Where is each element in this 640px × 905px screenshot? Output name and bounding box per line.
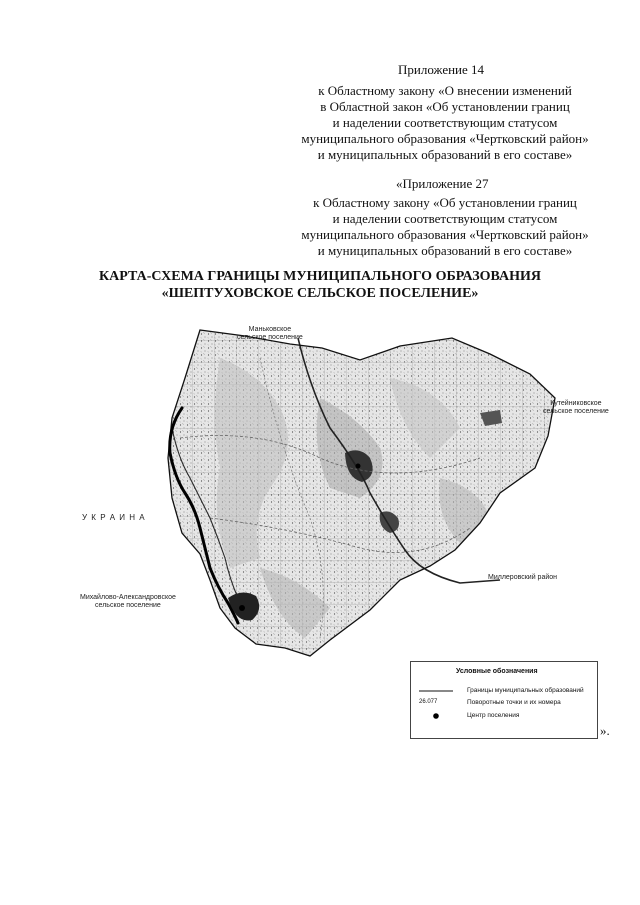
annex14-line: в Областной закон «Об установлении границ: [320, 99, 570, 114]
label-mikhaylovo: [80, 594, 176, 610]
annex14-title: Приложение 14: [398, 62, 485, 77]
map-legend: [410, 661, 598, 739]
label-kuteynikovskoe: [543, 400, 609, 416]
legend-text: Поворотные точки и их номера: [467, 699, 561, 706]
settlement-dot-icon: [417, 711, 455, 721]
legend-text: Границы муниципальных образований: [467, 687, 584, 694]
label-line: сельское поселение: [95, 602, 161, 609]
annex14-line: и наделении соответствующим статусом: [332, 115, 558, 130]
boundary-line-icon: [417, 686, 455, 696]
label-manykovskoe: [237, 326, 303, 342]
annex14-line: и муниципальных образований в его составе»: [317, 147, 573, 162]
label-line: Кутейниковское: [550, 400, 602, 407]
legend-item-boundary: [417, 686, 593, 696]
annex14-line: к Областному закону «О внесении изменений: [318, 83, 572, 98]
map-title-line2: «ШЕПТУХОВСКОЕ СЕЛЬСКОЕ ПОСЕЛЕНИЕ»: [161, 286, 479, 301]
annex27-line: и наделении соответствующим статусом: [332, 211, 558, 226]
annex27-line: к Областному закону «Об установлении границ: [313, 195, 577, 210]
legend-text: Центр поселения: [467, 712, 520, 719]
map-title-line1: КАРТА-СХЕМА ГРАНИЦЫ МУНИЦИПАЛЬНОГО ОБРАЗОВАНИЯ: [99, 269, 541, 284]
settlement-center-icon: [356, 464, 361, 469]
label-line: Маньковское: [248, 326, 292, 333]
point-code-icon: 26.077: [419, 699, 438, 705]
label-line: сельское поселение: [237, 334, 303, 341]
label-ukraine: У К Р А И Н А: [82, 513, 146, 522]
legend-item-points: [417, 698, 593, 708]
settlement-center-icon: [239, 605, 245, 611]
closing-quote: ».: [600, 723, 610, 738]
annex27-line: и муниципальных образований в его составе»: [317, 243, 573, 258]
annex27-title: «Приложение 27: [396, 176, 489, 191]
label-millerovsky: Миллеровский район: [488, 574, 558, 581]
label-line: сельское поселение: [543, 408, 609, 415]
label-line: Михайлово-Александровское: [80, 594, 176, 601]
map-title: [60, 268, 580, 302]
annex27-text: [280, 195, 610, 259]
annex27-line: муниципального образования «Чертковский район»: [301, 227, 589, 242]
annex14-text: [280, 83, 610, 163]
legend-title: Условные обозначения: [456, 668, 538, 675]
legend-item-center: [417, 711, 593, 721]
annex14-line: муниципального образования «Чертковский район»: [301, 131, 589, 146]
